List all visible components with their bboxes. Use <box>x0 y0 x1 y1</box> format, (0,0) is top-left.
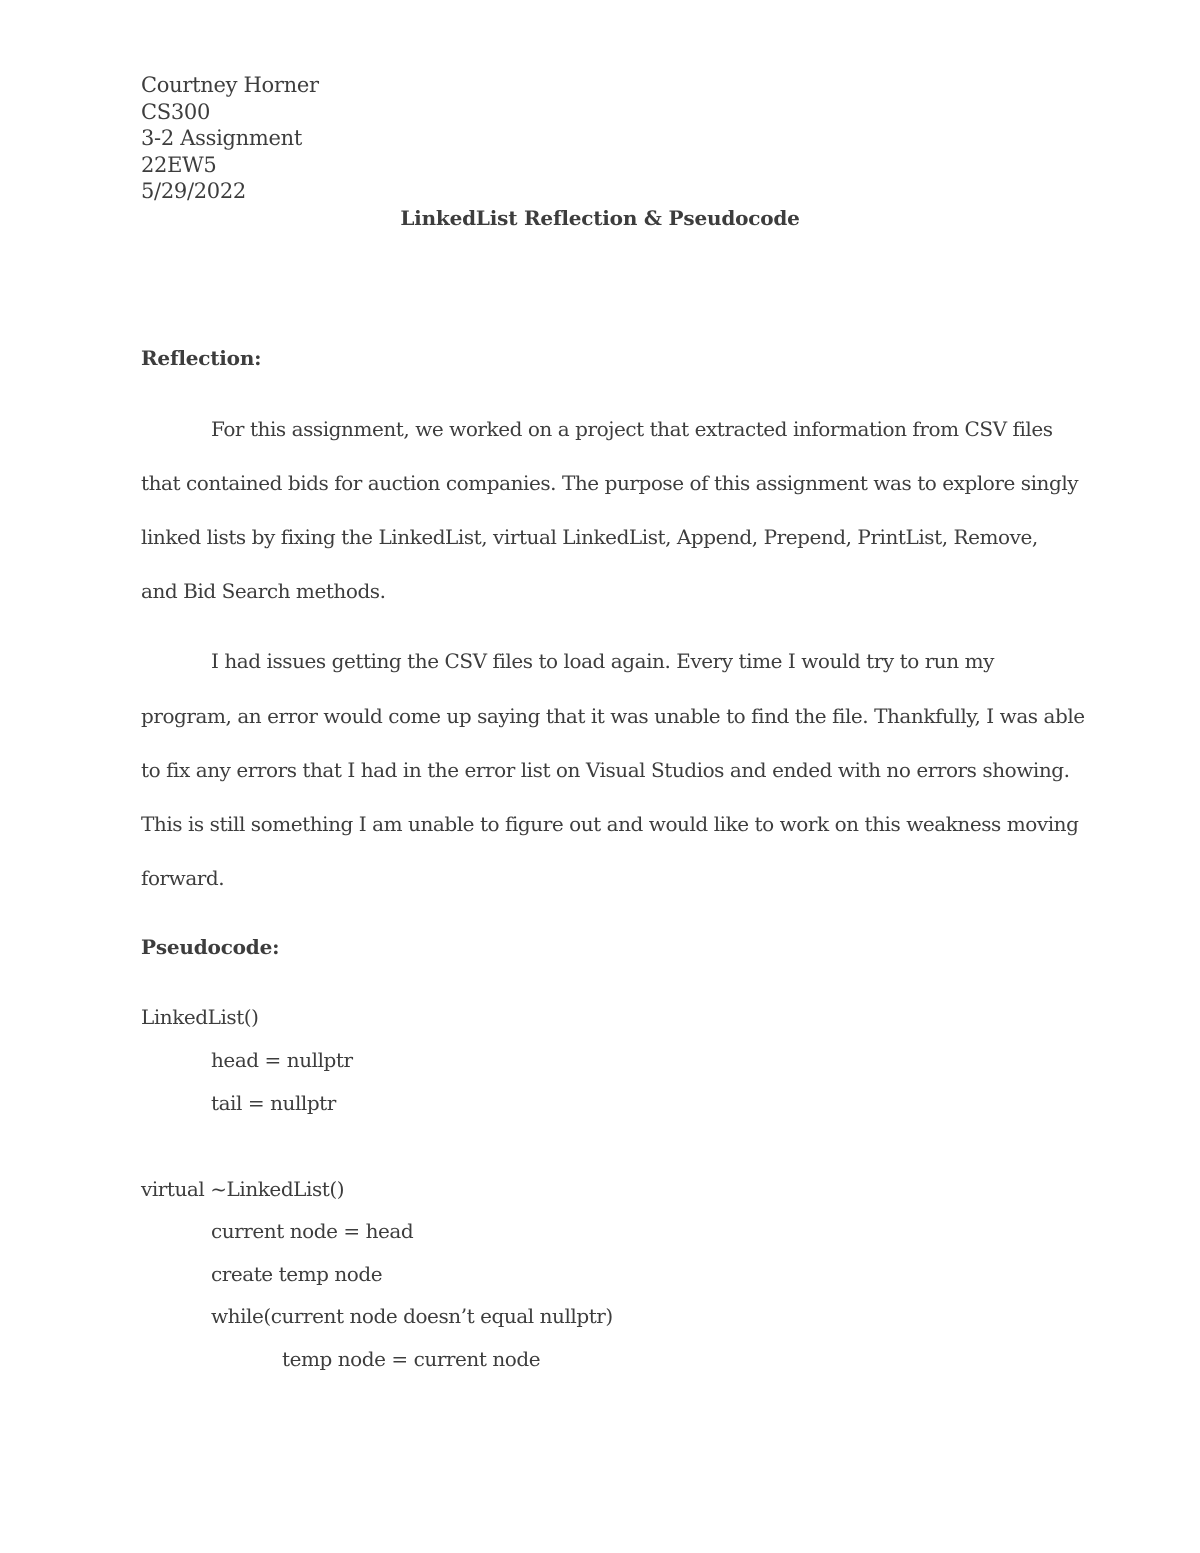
author-name: Courtney Horner <box>141 73 319 97</box>
pseudocode-line: LinkedList() <box>141 1005 259 1029</box>
paragraph-line: that contained bids for auction companies. The purpose of this assignment was to explore singly <box>141 471 1079 495</box>
document-date: 5/29/2022 <box>141 179 246 204</box>
pseudocode-line: temp node = current node <box>282 1347 541 1371</box>
pseudocode-line: current node = head <box>211 1219 414 1243</box>
document-header <box>141 72 319 205</box>
term-code: 22EW5 <box>141 152 217 177</box>
reflection-heading: Reflection: <box>141 346 262 370</box>
assignment-name: 3-2 Assignment <box>141 126 303 151</box>
paragraph-line: forward. <box>141 866 225 890</box>
paragraph-line: linked lists by fixing the LinkedList, virtual LinkedList, Append, Prepend, PrintList, Remove, <box>141 525 1038 549</box>
paragraph-line: This is still something I am unable to figure out and would like to work on this weakness moving <box>141 812 1079 836</box>
pseudocode-line: tail = nullptr <box>211 1091 336 1115</box>
pseudocode-line: virtual ~LinkedList() <box>141 1177 345 1201</box>
pseudocode-heading: Pseudocode: <box>141 935 280 959</box>
paragraph-line: For this assignment, we worked on a project that extracted information from CSV files <box>211 417 1053 441</box>
pseudocode-line: create temp node <box>211 1262 383 1286</box>
pseudocode-line: while(current node doesn’t equal nullptr) <box>211 1304 613 1328</box>
paragraph-line: I had issues getting the CSV files to load again. Every time I would try to run my <box>211 649 994 673</box>
paragraph-line: and Bid Search methods. <box>141 579 386 603</box>
course-code: CS300 <box>141 99 211 124</box>
document-title: LinkedList Reflection & Pseudocode <box>400 206 800 230</box>
pseudocode-line: head = nullptr <box>211 1048 353 1072</box>
paragraph-line: program, an error would come up saying that it was unable to find the file. Thankfully, I was able <box>141 704 1085 728</box>
paragraph-line: to fix any errors that I had in the error list on Visual Studios and ended with no errors showing. <box>141 758 1070 782</box>
